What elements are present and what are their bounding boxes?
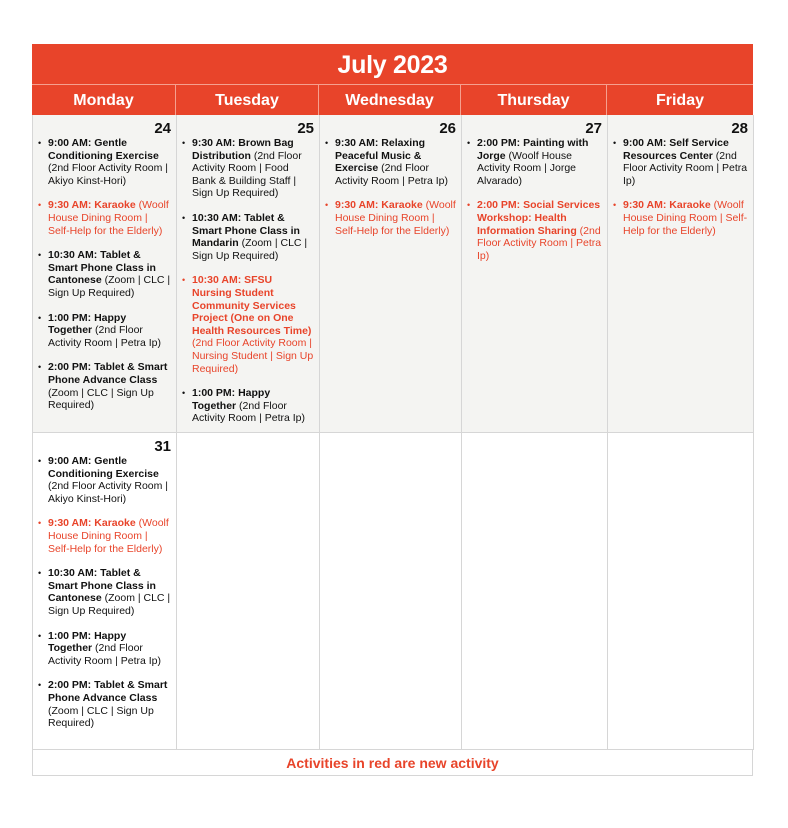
weekday-tuesday: Tuesday [176, 85, 319, 115]
event-item [182, 212, 314, 262]
day-cell [462, 115, 608, 433]
weekday-monday: Monday [32, 85, 176, 115]
event-item [38, 679, 171, 729]
event-item-new [613, 199, 748, 237]
calendar-weeks [32, 115, 753, 750]
weekday-wednesday: Wednesday [319, 85, 461, 115]
event-time-title: 9:30 AM: Karaoke [48, 517, 136, 530]
day-cell [33, 115, 177, 433]
event-list [613, 137, 748, 237]
event-time-title: 1:00 PM: Happy Together [192, 387, 271, 412]
event-details: (2nd Floor Activity Room | Akiyo Kinst-Hori) [48, 480, 169, 505]
event-time-title: 2:00 PM: Tablet & Smart Phone Advance Class [48, 679, 168, 704]
day-number: 26 [439, 120, 456, 137]
calendar [32, 44, 753, 776]
event-list [38, 137, 171, 412]
event-time-title: 1:00 PM: Happy Together [48, 311, 127, 337]
event-details: (Woolf House Activity Room | Jorge Alvarado) [477, 149, 577, 187]
event-details: (2nd Floor Activity Room | Petra Ip) [48, 642, 162, 667]
event-item [182, 387, 314, 425]
day-number: 25 [297, 120, 314, 137]
event-details: (Zoom | CLC | Sign Up Required) [48, 592, 171, 617]
event-time-title: 9:00 AM: Gentle Conditioning Exercise [48, 455, 159, 480]
event-details: (2nd Floor Activity Room | Food Bank & Building Staff | Sign Up Required) [192, 149, 302, 200]
event-time-title: 10:30 AM: Tablet & Smart Phone Class in Mandarin [192, 211, 300, 250]
event-item [325, 137, 456, 187]
event-details: (Zoom | CLC | Sign Up Required) [48, 274, 171, 299]
day-number: 28 [731, 120, 748, 137]
event-time-title: 9:30 AM: Karaoke [48, 199, 136, 212]
event-item-new [38, 517, 171, 555]
event-details: (Zoom | CLC | Sign Up Required) [48, 386, 154, 412]
event-time-title: 2:00 PM: Tablet & Smart Phone Advance Class [48, 361, 168, 386]
event-details: (Zoom | CLC | Sign Up Required) [192, 237, 308, 262]
event-item [182, 137, 314, 200]
event-details: (Zoom | CLC | Sign Up Required) [48, 704, 154, 730]
event-item [613, 137, 748, 187]
event-details: (2nd Floor Activity Room | Petra Ip) [477, 224, 602, 262]
calendar-week-row [32, 433, 753, 750]
event-item [38, 249, 171, 299]
event-details: (Woolf House Dining Room | Self-Help for the Elderly) [48, 517, 169, 555]
event-details: (2nd Floor Activity Room | Petra Ip) [623, 149, 748, 187]
weekday-friday: Friday [607, 85, 753, 115]
event-details: (2nd Floor Activity Room | Petra Ip) [192, 399, 306, 425]
event-item [38, 312, 171, 350]
day-cell [33, 433, 177, 750]
event-time-title: 9:30 AM: Brown Bag Distribution [192, 137, 294, 162]
event-time-title: 2:00 PM: Painting with Jorge [477, 137, 589, 162]
event-list [38, 455, 171, 730]
event-item [467, 137, 602, 187]
event-time-title: 9:30 AM: Karaoke [623, 199, 711, 212]
day-cell [608, 433, 754, 750]
event-item-new [467, 199, 602, 262]
event-time-title: 10:30 AM: Tablet & Smart Phone Class in Cantonese [48, 249, 156, 287]
event-item [38, 455, 171, 505]
event-item [38, 137, 171, 187]
event-item-new [325, 199, 456, 237]
event-details: (Woolf House Dining Room | Self-Help for the Elderly) [335, 199, 456, 237]
day-cell [177, 115, 320, 433]
day-cell [608, 115, 754, 433]
day-cell [177, 433, 320, 750]
day-number: 27 [585, 120, 602, 137]
event-item-new [38, 199, 171, 237]
event-time-title: 10:30 AM: SFSU Nursing Student Community Services Project (One on One Health Resources Time) [192, 274, 312, 337]
event-item-new [182, 274, 314, 375]
event-time-title: 10:30 AM: Tablet & Smart Phone Class in Cantonese [48, 567, 156, 605]
event-list [325, 137, 456, 237]
event-time-title: 9:00 AM: Self Service Resources Center [623, 137, 729, 162]
event-time-title: 1:00 PM: Happy Together [48, 629, 127, 655]
weekday-thursday: Thursday [461, 85, 607, 115]
event-item [38, 630, 171, 668]
event-item [38, 567, 171, 617]
calendar-week-row [32, 115, 753, 433]
day-cell [462, 433, 608, 750]
weekday-header-row [32, 84, 753, 115]
event-details: (Woolf House Dining Room | Self-Help for the Elderly) [48, 199, 169, 237]
event-details: (2nd Floor Activity Room | Nursing Student | Sign Up Required) [192, 337, 314, 375]
calendar-title: July 2023 [32, 44, 753, 84]
event-list [182, 137, 314, 425]
event-time-title: 9:00 AM: Gentle Conditioning Exercise [48, 137, 159, 162]
event-list [467, 137, 602, 262]
event-time-title: 2:00 PM: Social Services Workshop: Health Information Sharing [477, 199, 601, 237]
event-time-title: 9:30 AM: Relaxing Peaceful Music & Exercise [335, 137, 426, 175]
event-details: (2nd Floor Activity Room | Akiyo Kinst-Hori) [48, 162, 169, 187]
event-item [38, 361, 171, 411]
day-cell [320, 115, 462, 433]
day-number: 24 [154, 120, 171, 137]
legend-note: Activities in red are new activity [32, 750, 753, 776]
event-details: (Woolf House Dining Room | Self-Help for the Elderly) [623, 199, 748, 237]
event-details: (2nd Floor Activity Room | Petra Ip) [335, 162, 449, 187]
day-number: 31 [154, 438, 171, 455]
event-details: (2nd Floor Activity Room | Petra Ip) [48, 324, 162, 349]
event-time-title: 9:30 AM: Karaoke [335, 199, 423, 212]
day-cell [320, 433, 462, 750]
